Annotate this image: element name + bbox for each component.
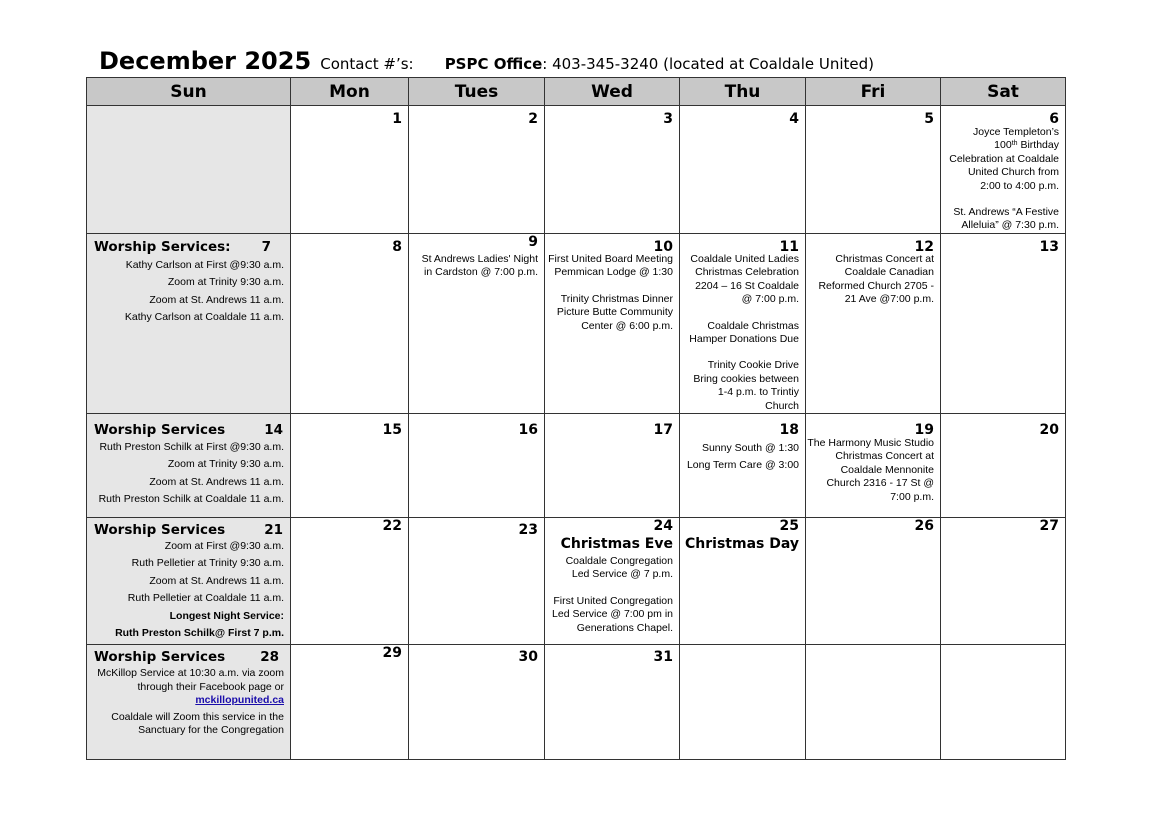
event-list (687, 253, 799, 413)
day-cell-empty (806, 645, 941, 760)
event-item: Long Term Care @ 3:00 (686, 459, 799, 472)
day-cell-5 (806, 106, 941, 234)
day-cell-16 (409, 414, 545, 518)
day-cell-8 (291, 234, 409, 414)
day-cell-27 (941, 518, 1066, 645)
day-number: 18 (779, 422, 799, 438)
day-cell-28 (87, 645, 291, 760)
day-number: 15 (382, 422, 402, 438)
week-row-1 (87, 106, 1066, 234)
day-cell-30 (409, 645, 545, 760)
day-number: 8 (392, 239, 402, 255)
day-cell-9 (409, 234, 545, 414)
worship-service-item: McKillop Service at 10:30 a.m. via zoom through their Facebook page or (97, 667, 284, 693)
worship-services-title: Worship Services (94, 422, 226, 438)
day-cell-26 (806, 518, 941, 645)
week-row-3 (87, 414, 1066, 518)
day-number: 29 (382, 645, 402, 661)
event-item: First United Board Meeting Pemmican Lodge @ 1:30 (548, 253, 673, 279)
worship-service-item: Zoom at Trinity 9:30 a.m. (167, 458, 284, 471)
day-cell-empty (87, 106, 291, 234)
day-cell-13 (941, 234, 1066, 414)
worship-service-item: Zoom at Trinity 9:30 a.m. (167, 276, 284, 289)
worship-services-list (125, 257, 284, 327)
event-item: First United Congregation Led Service @ 7:00 pm in Generations Chapel. (552, 594, 673, 634)
worship-service-item: Zoom at St. Andrews 11 a.m. (149, 574, 284, 587)
day-cell-2 (409, 106, 545, 234)
weekday-sat: Sat (941, 78, 1066, 106)
worship-services-title: Worship Services: (94, 239, 231, 255)
event-list (547, 253, 673, 333)
day-number: 23 (518, 522, 538, 538)
day-cell-7 (87, 234, 291, 414)
worship-service-item: Ruth Preston Schilk at First @9:30 a.m. (99, 441, 284, 453)
day-cell-29 (291, 645, 409, 760)
day-cell-19 (806, 414, 941, 518)
day-number: 26 (914, 518, 934, 534)
day-number: 21 (264, 522, 283, 538)
event-list (810, 253, 934, 307)
worship-service-item: Zoom at St. Andrews 11 a.m. (149, 475, 284, 488)
day-cell-14 (87, 414, 291, 518)
day-number: 11 (779, 239, 799, 255)
day-cell-1 (291, 106, 409, 234)
day-cell-24 (545, 518, 680, 645)
day-cell-23 (409, 518, 545, 645)
event-list (687, 440, 799, 475)
office-label: PSPC Office (444, 55, 543, 73)
day-number: 22 (382, 518, 402, 534)
weekday-wed: Wed (545, 78, 680, 106)
day-cell-25 (680, 518, 806, 645)
day-number: 17 (653, 422, 673, 438)
weekday-fri: Fri (806, 78, 941, 106)
day-cell-11 (680, 234, 806, 414)
worship-services-list (99, 439, 284, 509)
day-cell-10 (545, 234, 680, 414)
day-cell-18 (680, 414, 806, 518)
calendar-grid (86, 77, 1066, 760)
month-title: December 2025 (99, 47, 312, 75)
weekday-header-row (87, 78, 1066, 106)
event-item: Christmas Concert at Coaldale Canadian Reformed Church 2705 - 21 Ave @7:00 p.m. (818, 253, 934, 306)
day-cell-17 (545, 414, 680, 518)
day-cell-15 (291, 414, 409, 518)
weekday-mon: Mon (291, 78, 409, 106)
worship-service-item: Coaldale will Zoom this service in the Sanctuary for the Congregation (111, 710, 284, 737)
day-number: 31 (653, 649, 673, 665)
event-list (549, 555, 673, 635)
day-number: 3 (663, 111, 673, 127)
worship-service-item: Ruth Preston Schilk at Coaldale 11 a.m. (98, 493, 284, 506)
day-number: 9 (528, 234, 538, 250)
day-number: 19 (914, 422, 934, 438)
event-item: Coaldale Christmas Hamper Donations Due (689, 319, 799, 346)
worship-service-item: Zoom at St. Andrews 11 a.m. (149, 293, 284, 306)
worship-service-item: Ruth Pelletier at Coaldale 11 a.m. (127, 592, 284, 605)
holiday-label: Christmas Eve (560, 536, 673, 552)
event-concert: St. Andrews “A Festive Alleluia” @ 7:30 p.m. (953, 206, 1059, 232)
day-number: 27 (1039, 518, 1059, 534)
event-item: Coaldale Congregation Led Service @ 7 p.m. (565, 555, 673, 581)
worship-services-title: Worship Services (94, 649, 226, 665)
day-number: 16 (518, 422, 538, 438)
event-item: Sunny South @ 1:30 (701, 442, 799, 454)
day-number: 30 (518, 649, 538, 665)
week-row-5 (87, 645, 1066, 760)
day-number: 10 (653, 239, 673, 255)
event-item: The Harmony Music Studio Christmas Concert at Coaldale Mennonite Church 2316 - 17 St @ 7:00 p.m. (807, 437, 934, 503)
worship-service-item: Kathy Carlson at Coaldale 11 a.m. (124, 311, 284, 324)
week-row-4 (87, 518, 1066, 645)
worship-services-list (94, 667, 284, 738)
day-cell-3 (545, 106, 680, 234)
worship-service-item: Ruth Preston Schilk@ First 7 p.m. (115, 627, 284, 640)
weekday-tue: Tues (409, 78, 545, 106)
weekday-thu: Thu (680, 78, 806, 106)
day-cell-22 (291, 518, 409, 645)
holiday-label: Christmas Day (685, 536, 799, 552)
worship-service-item: Ruth Pelletier at Trinity 9:30 a.m. (131, 557, 284, 570)
day-number: 12 (914, 239, 934, 255)
weekday-sun: Sun (87, 78, 291, 106)
event-item: Trinity Christmas Dinner Picture Butte Community Center @ 6:00 p.m. (556, 292, 673, 332)
day-number: 2 (528, 111, 538, 127)
day-number: 28 (260, 649, 279, 665)
day-number: 6 (1049, 111, 1059, 127)
day-cell-empty (680, 645, 806, 760)
day-cell-6 (941, 106, 1066, 234)
event-list (806, 437, 934, 504)
day-number: 14 (264, 422, 283, 438)
day-cell-empty (941, 645, 1066, 760)
day-number: 7 (261, 239, 271, 255)
event-item: St Andrews Ladies' Night in Cardston @ 7:00 p.m. (421, 253, 538, 279)
worship-service-item: Longest Night Service: (169, 609, 284, 622)
day-cell-20 (941, 414, 1066, 518)
day-cell-12 (806, 234, 941, 414)
event-list (412, 253, 538, 280)
event-list (947, 126, 1059, 233)
mckillop-link[interactable]: mckillopunited.ca (195, 694, 284, 707)
day-number: 13 (1039, 239, 1059, 255)
event-birthday: Joyce Templeton’s 100th Birthday Celebration at Coaldale United Church from 2:00 to 4:00 p.m. (949, 126, 1059, 192)
day-cell-31 (545, 645, 680, 760)
day-number: 25 (779, 518, 799, 534)
day-number: 1 (392, 111, 402, 127)
event-item: Coaldale United Ladies Christmas Celebration 2204 – 16 St Coaldale @ 7:00 p.m. (690, 253, 799, 306)
worship-services-title: Worship Services (94, 522, 226, 538)
worship-service-item: Kathy Carlson at First @9:30 a.m. (125, 259, 284, 271)
day-cell-21 (87, 518, 291, 645)
day-number: 5 (924, 111, 934, 127)
day-cell-4 (680, 106, 806, 234)
worship-service-item: Zoom at First @9:30 a.m. (164, 540, 284, 552)
worship-services-list (115, 538, 284, 642)
week-row-2 (87, 234, 1066, 414)
calendar-header (99, 47, 874, 79)
contact-label: Contact #’s: (320, 55, 414, 73)
day-number: 24 (653, 518, 673, 534)
office-phone: : 403-345-3240 (located at Coaldale United) (542, 55, 875, 73)
day-number: 4 (789, 111, 799, 127)
event-item: Trinity Cookie Drive Bring cookies between 1-4 p.m. to Trintiy Church (693, 359, 799, 412)
day-number: 20 (1039, 422, 1059, 438)
